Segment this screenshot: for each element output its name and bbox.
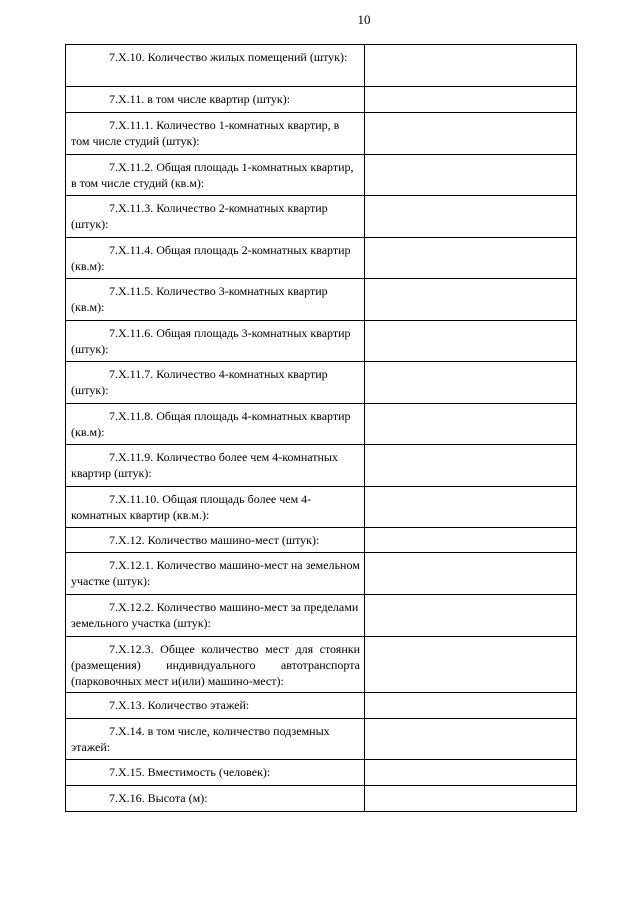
table-row bbox=[66, 238, 577, 279]
row-label-cell bbox=[66, 719, 365, 760]
row-label: 7.X.11.7. Количество 4-комнатных квартир (штук): bbox=[71, 367, 328, 397]
table-row bbox=[66, 786, 577, 812]
row-value-cell[interactable] bbox=[365, 155, 577, 196]
row-label-cell bbox=[66, 693, 365, 719]
row-value-cell[interactable] bbox=[365, 45, 577, 87]
row-label-cell bbox=[66, 155, 365, 196]
row-label-cell bbox=[66, 487, 365, 528]
row-value-cell[interactable] bbox=[365, 279, 577, 321]
table-row bbox=[66, 445, 577, 487]
row-value-cell[interactable] bbox=[365, 595, 577, 637]
row-value-cell[interactable] bbox=[365, 196, 577, 238]
row-value-cell[interactable] bbox=[365, 760, 577, 786]
building-parameters-table bbox=[65, 44, 577, 812]
row-label-cell bbox=[66, 445, 365, 487]
row-value-cell[interactable] bbox=[365, 637, 577, 693]
page-number: 10 bbox=[357, 12, 371, 27]
row-label-cell bbox=[66, 113, 365, 155]
table-row bbox=[66, 719, 577, 760]
row-label-cell bbox=[66, 238, 365, 279]
row-label-cell bbox=[66, 637, 365, 693]
row-value-cell[interactable] bbox=[365, 87, 577, 113]
row-value-cell[interactable] bbox=[365, 113, 577, 155]
row-label-cell bbox=[66, 595, 365, 637]
table-row bbox=[66, 553, 577, 595]
row-label: 7.X.11.2. Общая площадь 1-комнатных квартир, в том числе студий (кв.м): bbox=[71, 160, 354, 190]
row-label: 7.X.12.3. Общее количество мест для стоянки (размещения) индивидуального автотранспорта (парковочных мест и(или) машино-мест): bbox=[71, 642, 360, 688]
table-row bbox=[66, 528, 577, 553]
row-label: 7.X.13. Количество этажей: bbox=[109, 698, 250, 712]
row-value-cell[interactable] bbox=[365, 487, 577, 528]
table-row bbox=[66, 693, 577, 719]
row-label: 7.X.11.1. Количество 1-комнатных квартир, в том числе студий (штук): bbox=[71, 118, 340, 148]
row-label: 7.X.16. Высота (м): bbox=[109, 791, 208, 805]
row-value-cell[interactable] bbox=[365, 404, 577, 445]
table-row bbox=[66, 45, 577, 87]
row-label: 7.X.12.2. Количество машино-мест за пределами земельного участка (штук): bbox=[71, 600, 359, 630]
row-label: 7.X.15. Вместимость (человек): bbox=[109, 765, 271, 779]
row-label: 7.X.10. Количество жилых помещений (штук): bbox=[109, 50, 348, 64]
row-label-cell bbox=[66, 786, 365, 812]
table-row bbox=[66, 113, 577, 155]
row-value-cell[interactable] bbox=[365, 719, 577, 760]
table-row bbox=[66, 87, 577, 113]
row-label-cell bbox=[66, 196, 365, 238]
row-label: 7.X.11.6. Общая площадь 3-комнатных квартир (штук): bbox=[71, 326, 351, 356]
row-label: 7.X.11. в том числе квартир (штук): bbox=[109, 92, 291, 106]
table-row bbox=[66, 321, 577, 362]
row-value-cell[interactable] bbox=[365, 238, 577, 279]
row-label: 7.X.11.4. Общая площадь 2-комнатных квартир (кв.м): bbox=[71, 243, 351, 273]
row-label: 7.X.12.1. Количество машино-мест на земельном участке (штук): bbox=[71, 558, 360, 588]
row-value-cell[interactable] bbox=[365, 445, 577, 487]
table-row bbox=[66, 279, 577, 321]
row-label-cell bbox=[66, 404, 365, 445]
row-label-cell bbox=[66, 45, 365, 87]
table-row bbox=[66, 196, 577, 238]
row-label-cell bbox=[66, 321, 365, 362]
row-label: 7.X.11.10. Общая площадь более чем 4-комнатных квартир (кв.м.): bbox=[71, 492, 312, 522]
table-row bbox=[66, 155, 577, 196]
row-label-cell bbox=[66, 760, 365, 786]
row-label: 7.X.11.5. Количество 3-комнатных квартир (кв.м): bbox=[71, 284, 328, 314]
table-row bbox=[66, 760, 577, 786]
row-label-cell bbox=[66, 362, 365, 404]
row-label: 7.X.11.3. Количество 2-комнатных квартир (штук): bbox=[71, 201, 328, 231]
row-label: 7.X.14. в том числе, количество подземных этажей: bbox=[71, 724, 330, 754]
row-label: 7.X.11.8. Общая площадь 4-комнатных квартир (кв.м): bbox=[71, 409, 351, 439]
table-row bbox=[66, 404, 577, 445]
row-value-cell[interactable] bbox=[365, 553, 577, 595]
row-value-cell[interactable] bbox=[365, 786, 577, 812]
table-row bbox=[66, 487, 577, 528]
row-value-cell[interactable] bbox=[365, 528, 577, 553]
row-value-cell[interactable] bbox=[365, 321, 577, 362]
table-row bbox=[66, 637, 577, 693]
row-label-cell bbox=[66, 87, 365, 113]
row-label: 7.X.12. Количество машино-мест (штук): bbox=[109, 533, 320, 547]
row-value-cell[interactable] bbox=[365, 362, 577, 404]
row-label-cell bbox=[66, 553, 365, 595]
row-label-cell bbox=[66, 528, 365, 553]
table-row bbox=[66, 595, 577, 637]
table-row bbox=[66, 362, 577, 404]
row-value-cell[interactable] bbox=[365, 693, 577, 719]
row-label: 7.X.11.9. Количество более чем 4-комнатных квартир (штук): bbox=[71, 450, 338, 480]
row-label-cell bbox=[66, 279, 365, 321]
